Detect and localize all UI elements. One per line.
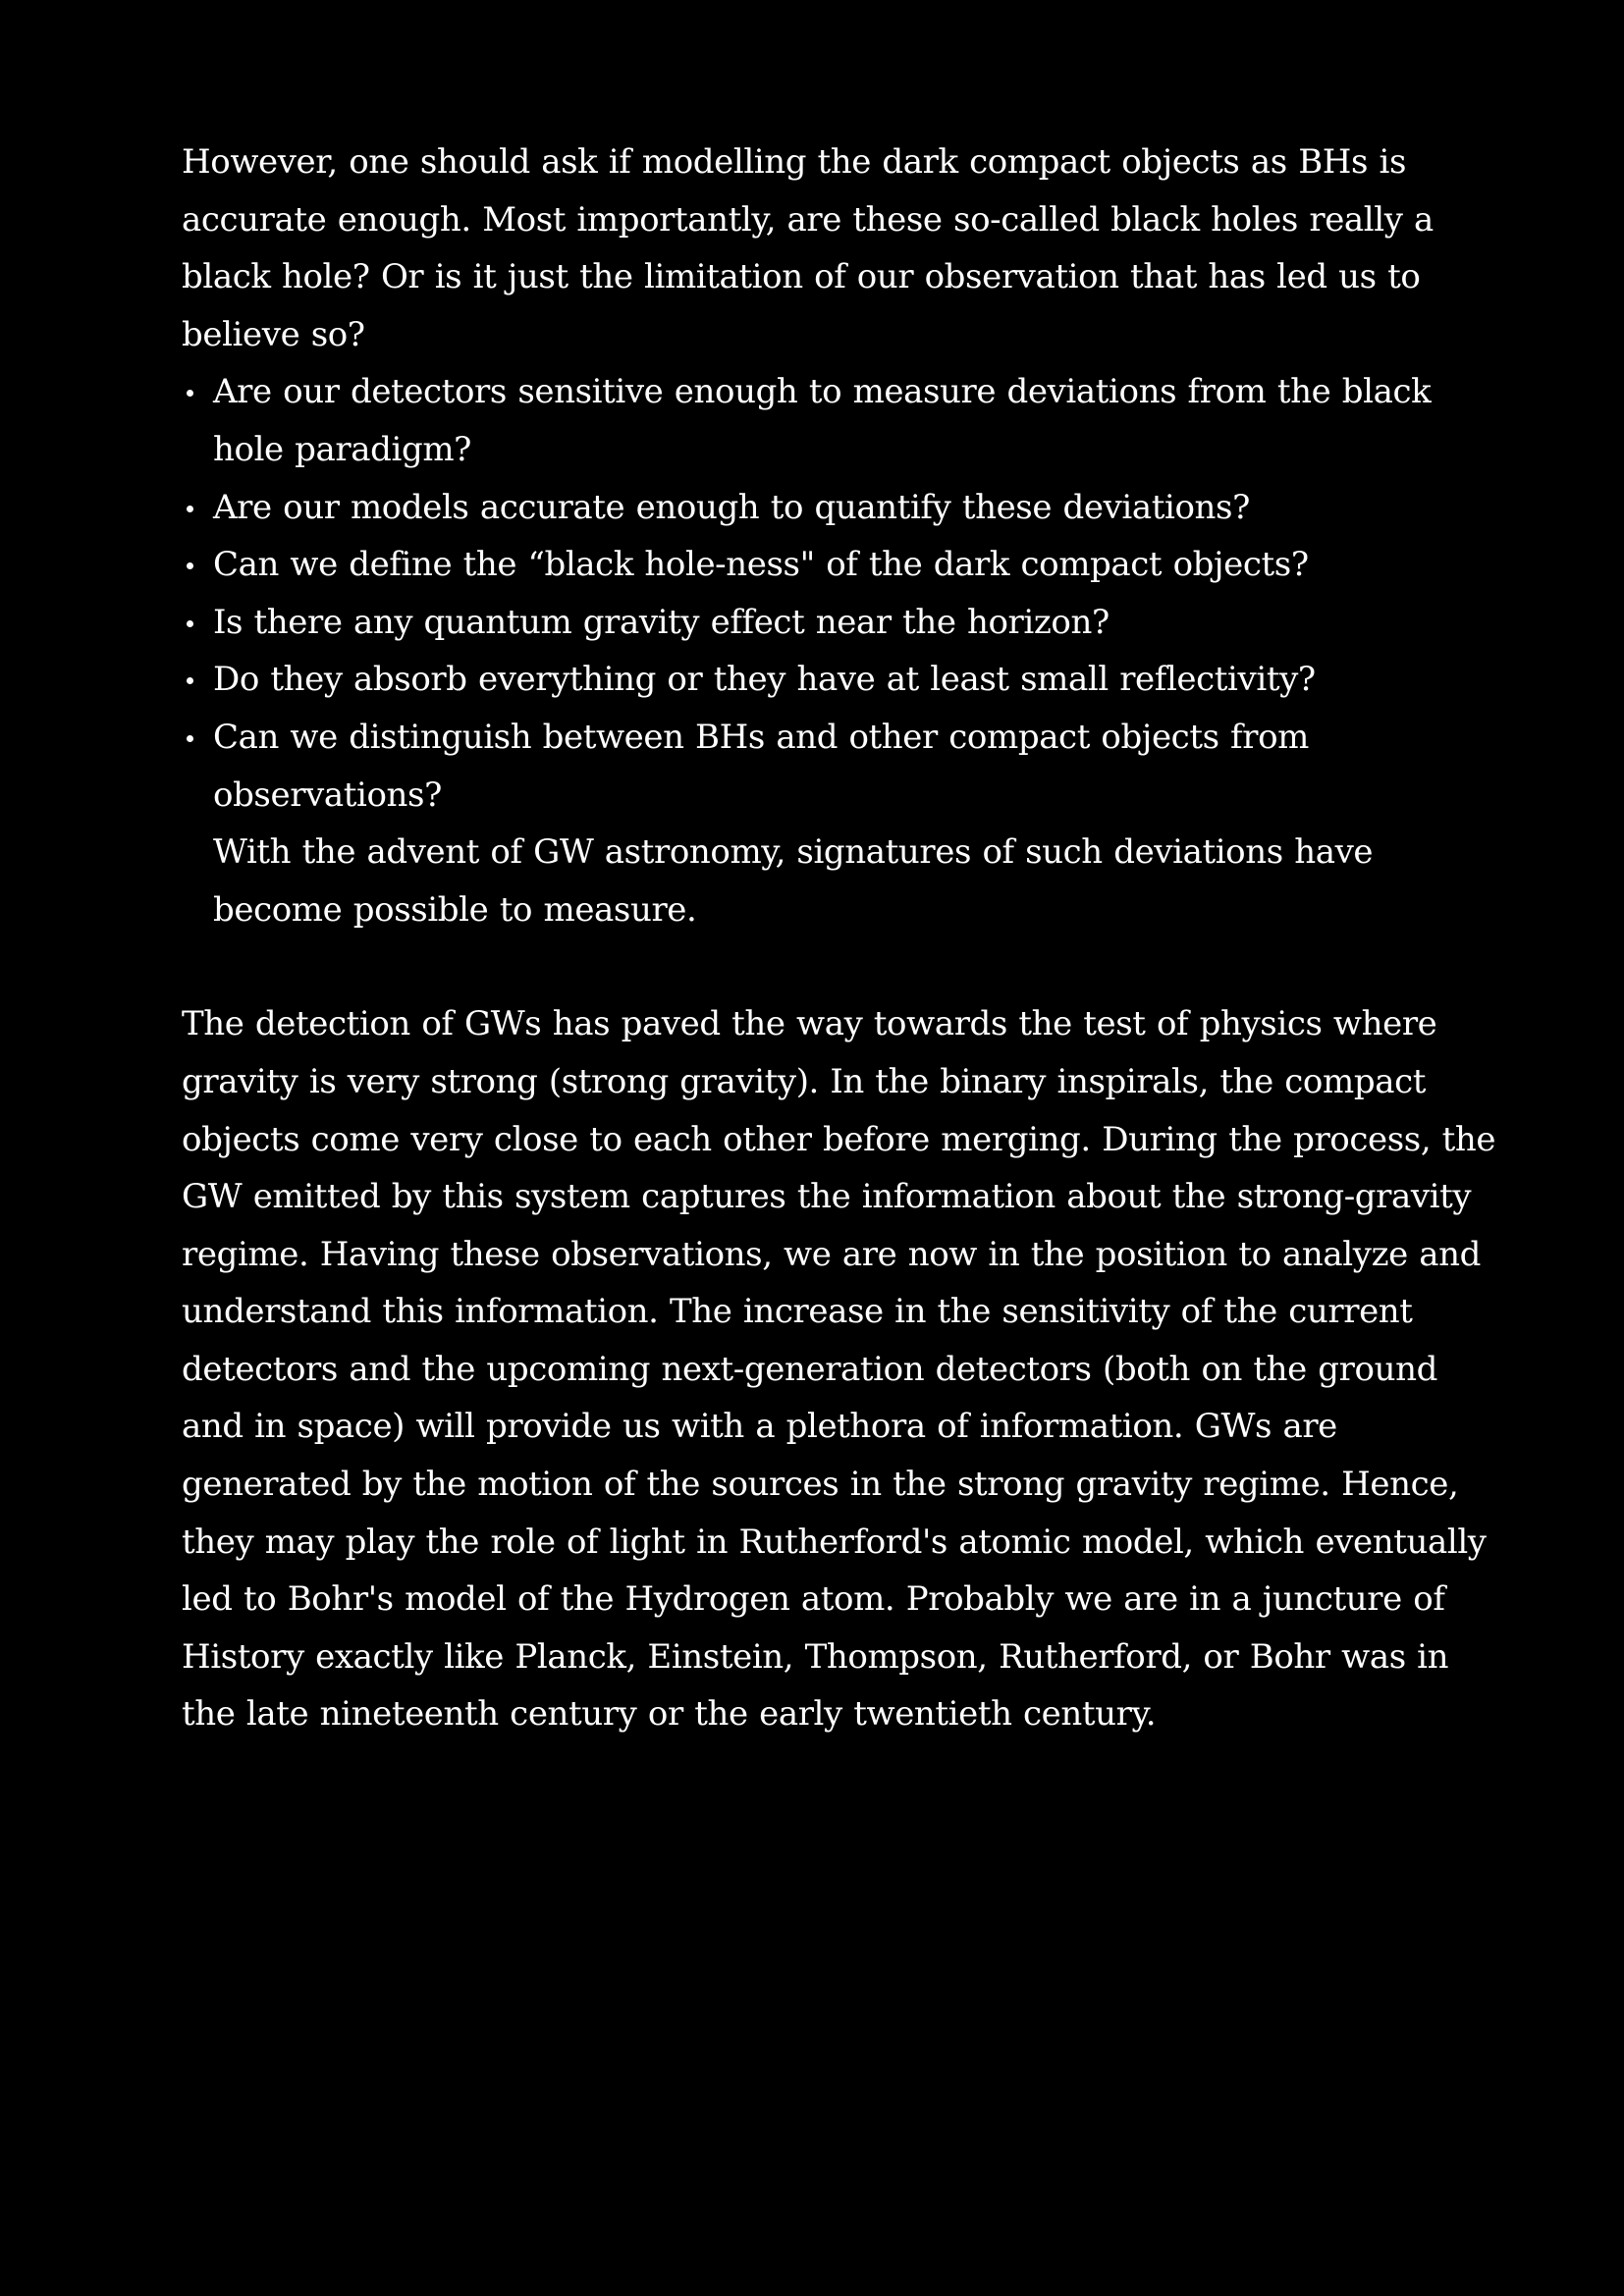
questions-list — [182, 363, 1497, 824]
list-item: Is there any quantum gravity effect near the horizon? — [213, 594, 1497, 652]
document-page — [182, 133, 1497, 1743]
list-item: Do they absorb everything or they have at least small reflectivity? — [213, 651, 1497, 709]
intro-paragraph: However, one should ask if modelling the dark compact objects as BHs is accurate enough. Most importantly, are these so-called black holes really a black hole? Or is it just the limitation of our observation that has led us to believe so? — [182, 142, 1434, 354]
list-item: Are our models accurate enough to quantify these deviations? — [213, 479, 1497, 537]
list-item: Are our detectors sensitive enough to measure deviations from the black hole paradigm? — [213, 363, 1497, 478]
list-item: Can we distinguish between BHs and other compact objects from observations? — [213, 709, 1497, 824]
body-paragraph: The detection of GWs has paved the way towards the test of physics where gravity is very strong (strong gravity). In the binary inspirals, the compact objects come very close to each other before merging. During the process, the GW emitted by this system captures the information about the strong-gravity regime. Having these observations, we are now in the position to analyze and understand this information. The increase in the sensitivity of the current detectors and the upcoming next-generation detectors (both on the ground and in space) will provide us with a plethora of information. GWs are generated by the motion of the sources in the strong gravity regime. Hence, they may play the role of light in Rutherford's atomic model, which eventually led to Bohr's model of the Hydrogen atom. Probably we are in a juncture of History exactly like Planck, Einstein, Thompson, Rutherford, or Bohr was in the late nineteenth century or the early twentieth century. — [182, 1004, 1496, 1735]
list-followup-text: With the advent of GW astronomy, signatures of such deviations have become possible to measure. — [213, 832, 1374, 930]
paragraph-spacer — [182, 938, 1497, 995]
list-item: Can we define the “black hole-ness" of the dark compact objects? — [213, 536, 1497, 594]
